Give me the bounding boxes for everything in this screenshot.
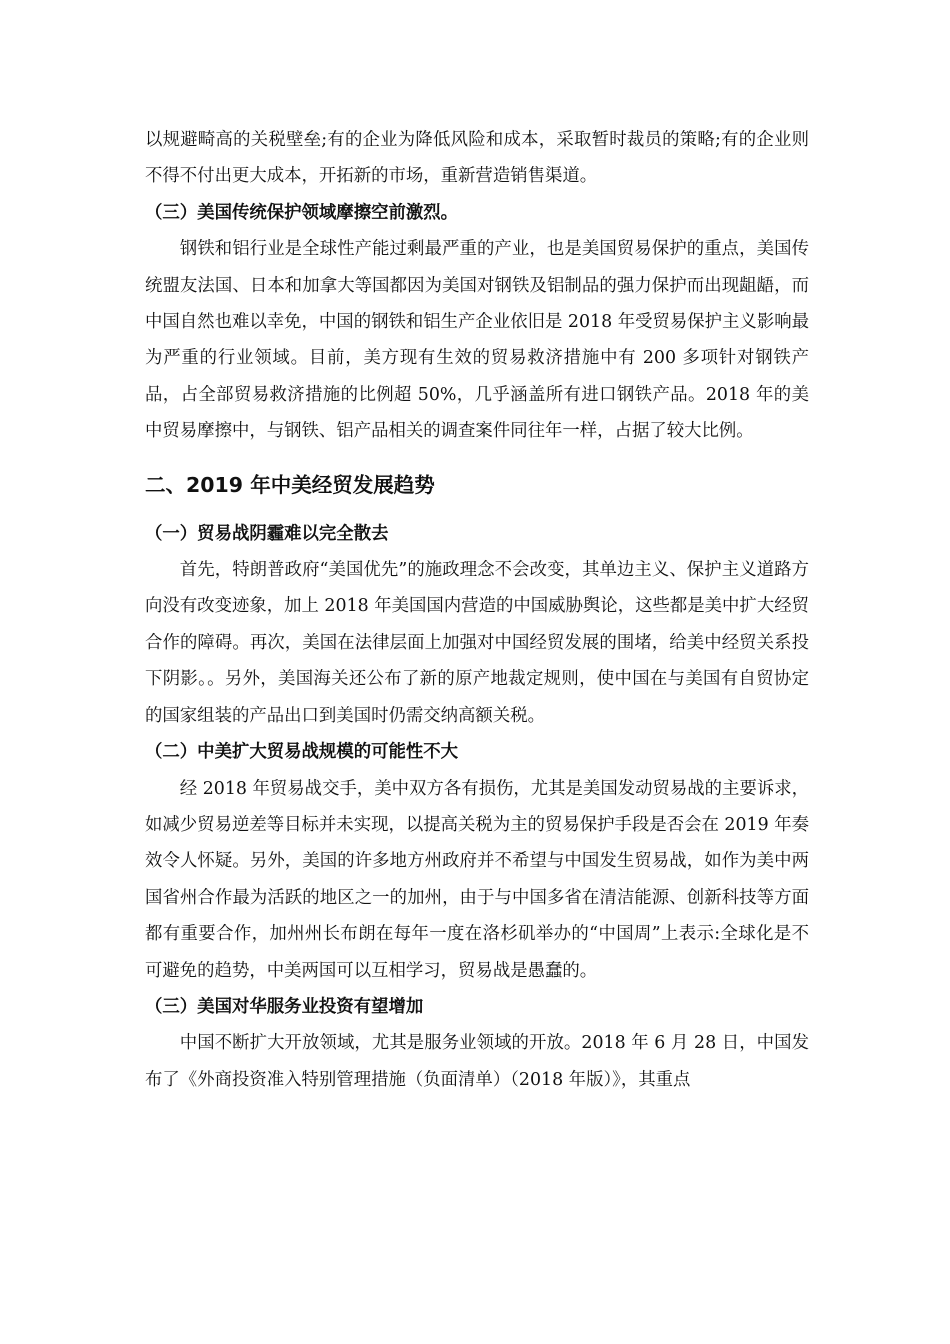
document-body [145, 122, 809, 1098]
subheading-traditional-protection: （三）美国传统保护领域摩擦空前激烈。 [145, 202, 459, 223]
paragraph-continuation: 以规避畸高的关税壁垒;有的企业为降低风险和成本，采取暂时裁员的策略;有的企业则不得不付出更大成本，开拓新的市场，重新营造销售渠道。 [145, 130, 809, 187]
paragraph-steel-aluminum: 钢铁和铝行业是全球性产能过剩最严重的产业，也是美国贸易保护的重点，美国传统盟友法国、日本和加拿大等国都因为美国对钢铁及铝制品的强力保护而出现龃龉，而中国自然也难以幸免，中国的钢铁和铝生产企业依旧是 2018 年受贸易保护主义影响最为严重的行业领域。目前，美方现有生效的贸易救济措施中有 200 多项针对钢铁产品，占全部贸易救济措施的比例超 50%，几乎涵盖所有进口钢铁产品。2018 年的美中贸易摩擦中，与钢铁、铝产品相关的调查案件同往年一样，占据了较大比例。 [145, 239, 809, 442]
paragraph-first: 首先，特朗普政府“美国优先”的施政理念不会改变，其单边主义、保护主义道路方向没有改变迹象，加上 2018 年美国国内营造的中国威胁舆论，这些都是美中扩大经贸合作的障碍。再次，美国在法律层面上加强对中国经贸发展的围堵，给美中经贸关系投下阴影。。另外，美国海关还公布了新的原产地裁定规则，使中国在与美国有自贸协定的国家组装的产品出口到美国时仍需交纳高额关税。 [145, 560, 809, 726]
subheading-service-investment: （三）美国对华服务业投资有望增加 [145, 996, 424, 1017]
section-heading-2019-trends: 二、2019 年中美经贸发展趋势 [145, 472, 435, 497]
subheading-trade-war-scale: （二）中美扩大贸易战规模的可能性不大 [145, 742, 459, 763]
paragraph-opening-up: 中国不断扩大开放领域，尤其是服务业领域的开放。2018 年 6 月 28 日，中国发布了《外商投资准入特别管理措施（负面清单）（2018 年版）》，其重点 [145, 1033, 809, 1090]
paragraph-after-trade-war: 经 2018 年贸易战交手，美中双方各有损伤，尤其是美国发动贸易战的主要诉求，如减少贸易逆差等目标并未实现，以提高关税为主的贸易保护手段是否会在 2019 年奏效令人怀疑。另外，美国的许多地方州政府并不希望与中国发生贸易战，如作为美中两国省州合作最为活跃的地区之一的加州，由于与中国多省在清洁能源、创新科技等方面都有重要合作，加州州长布朗在每年一度在洛杉矶举办的“中国周”上表示:全球化是不可避免的趋势，中美两国可以互相学习，贸易战是愚蠢的。 [145, 778, 810, 981]
subheading-trade-war-cloud: （一）贸易战阴霾难以完全散去 [145, 523, 389, 544]
